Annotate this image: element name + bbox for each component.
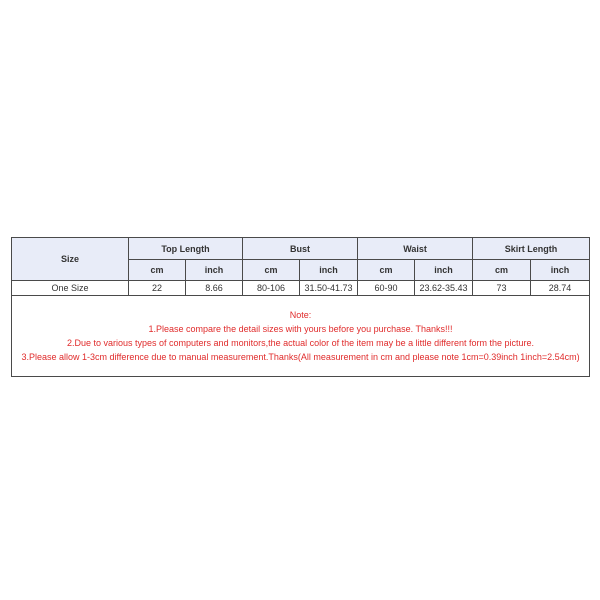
unit-header: inch	[531, 260, 590, 281]
group-header-top-length: Top Length	[129, 238, 243, 260]
note-row	[12, 296, 590, 377]
unit-header: cm	[473, 260, 531, 281]
table-cell: 31.50-41.73	[300, 281, 358, 296]
unit-header: inch	[415, 260, 473, 281]
size-chart-table	[11, 237, 590, 377]
note-line-3: 3.Please allow 1-3cm difference due to manual measurement.Thanks(All measurement in cm and please note 1cm=0.39inch 1inch=2.54cm)	[21, 352, 580, 362]
table-cell: 80-106	[243, 281, 300, 296]
unit-header: cm	[358, 260, 415, 281]
note-line-2: 2.Due to various types of computers and monitors,the actual color of the item may be a little different form the picture.	[66, 338, 535, 348]
size-cell: One Size	[12, 281, 129, 296]
table-cell: 28.74	[531, 281, 590, 296]
unit-header: cm	[243, 260, 300, 281]
size-header: Size	[12, 238, 129, 281]
table-cell: 60-90	[358, 281, 415, 296]
note-title: Note:	[289, 310, 312, 320]
group-header-skirt-length: Skirt Length	[473, 238, 590, 260]
unit-header: inch	[186, 260, 243, 281]
group-header-bust: Bust	[243, 238, 358, 260]
group-header-waist: Waist	[358, 238, 473, 260]
note-line-1: 1.Please compare the detail sizes with yours before you purchase. Thanks!!!	[148, 324, 453, 334]
table-cell: 23.62-35.43	[415, 281, 473, 296]
table-cell: 8.66	[186, 281, 243, 296]
note-cell	[12, 296, 590, 377]
unit-header: inch	[300, 260, 358, 281]
unit-header: cm	[129, 260, 186, 281]
table-cell: 73	[473, 281, 531, 296]
table-cell: 22	[129, 281, 186, 296]
header-group-row	[12, 238, 590, 260]
table-row	[12, 281, 590, 296]
